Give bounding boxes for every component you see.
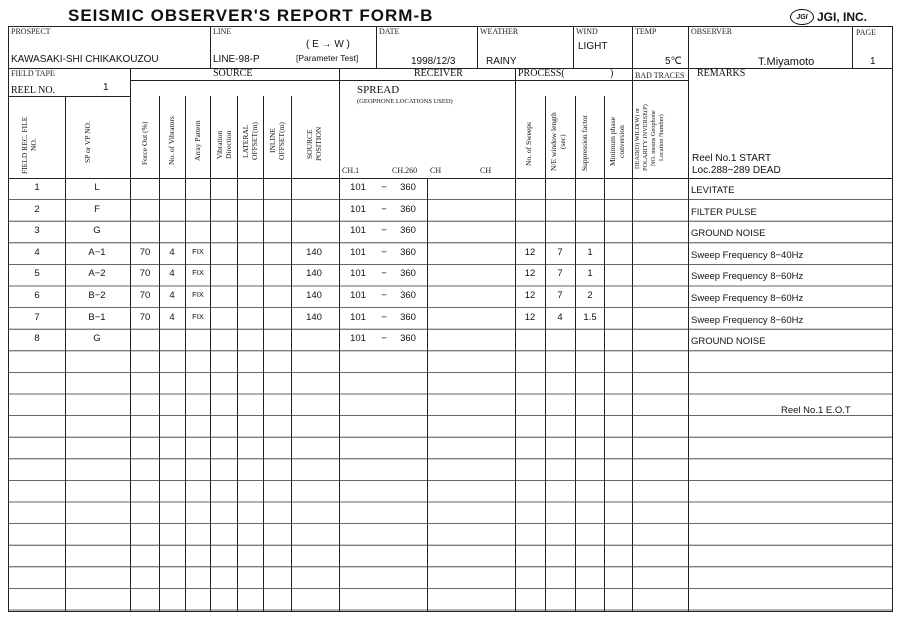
cell-remark: GROUND NOISE (691, 336, 766, 348)
date-label: DATE (379, 27, 400, 36)
col-sp-no: SP or VP NO. (83, 121, 92, 163)
line-direction: ( E → W ) (306, 39, 350, 50)
cell-ch2: 360 (400, 311, 416, 323)
prospect-value: KAWASAKI-SHI CHIKAKOUZOU (11, 54, 159, 65)
cell-supp: 1.5 (583, 311, 597, 323)
cell-remark: Sweep Frequency 8−40Hz (691, 249, 804, 261)
date-value: 1998/12/3 (411, 56, 456, 67)
cell-remark: LEVITATE (691, 185, 735, 196)
spread-sublabel: (GEOPHONE LOCATIONS USED) (357, 98, 453, 105)
cell-dash: − (381, 246, 387, 258)
observer-label: OBSERVER (691, 27, 733, 36)
cell-ne: 7 (557, 268, 563, 280)
cell-supp: 2 (587, 290, 593, 301)
process-close: ) (610, 68, 614, 79)
cell-file: 4 (34, 246, 40, 258)
cell-ne: 7 (557, 246, 563, 258)
company-logo-icon: JGI (790, 9, 814, 25)
cell-ne: 4 (557, 311, 563, 323)
cell-sp: B−1 (88, 311, 106, 323)
cell-dash: − (381, 290, 387, 301)
line-value: LINE-98-P (213, 54, 260, 65)
field-tape-label: FIELD TAPE (11, 69, 55, 78)
cell-remark: Sweep Frequency 8−60Hz (691, 293, 804, 304)
cell-sp: A−1 (88, 246, 106, 258)
ch260-label: CH.260 (392, 166, 418, 175)
cell-ch2: 360 (400, 246, 416, 258)
cell-pos: 140 (306, 311, 322, 323)
cell-vib: 4 (169, 311, 175, 323)
cell-dash: − (381, 268, 387, 280)
cell-sp: B−2 (88, 290, 106, 301)
cell-array: FIX (192, 246, 204, 256)
cell-file: 3 (34, 225, 40, 237)
cell-file: 1 (34, 182, 40, 193)
cell-force: 70 (139, 290, 151, 301)
remark-reel-start: Reel No.1 START (692, 153, 772, 164)
cell-pos: 140 (306, 246, 322, 258)
process-section: PROCESS( (518, 68, 565, 79)
cell-ch1: 101 (350, 182, 366, 193)
cell-dash: − (381, 333, 387, 345)
cell-ch2: 360 (400, 182, 416, 193)
observer-value: T.Miyamoto (758, 56, 815, 68)
col-field-rec: FIELD REC. FILE NO. (20, 116, 38, 174)
col-min-phase: Minimum phase conversion (608, 117, 626, 167)
cell-sweeps: 12 (524, 246, 536, 258)
col-bad-traces: DEAD(D) WILD(W) or POLARITY INVERSE(P) NO. means Geophone Location Number) (634, 104, 665, 172)
cell-force: 70 (139, 246, 151, 258)
cell-ne: 7 (557, 290, 563, 301)
cell-dash: − (381, 182, 387, 193)
col-sweeps: No. of Sweeps (524, 122, 533, 166)
ch-label-b: CH (480, 166, 492, 175)
cell-supp: 1 (587, 246, 593, 258)
ch-label-a: CH (430, 166, 442, 175)
bad-traces-section: BAD TRACES (635, 71, 685, 80)
reel-value: 1 (103, 82, 109, 93)
remarks-section: REMARKS (697, 68, 746, 79)
remark-eot: Reel No.1 E.O.T (781, 405, 851, 416)
cell-sweeps: 12 (524, 268, 536, 280)
reel-label: REEL NO. (11, 85, 56, 96)
col-force-out: Force Out (%) (140, 121, 149, 165)
wind-value: LIGHT (578, 41, 608, 52)
col-inline-offset: INLINE OFFSET(m) (268, 122, 286, 160)
wind-label: WIND (576, 27, 598, 36)
page-label: PAGE (856, 28, 877, 37)
col-vibrators: No. of Vibrators (167, 116, 176, 166)
cell-sp: G (93, 333, 101, 345)
weather-value: RAINY (486, 56, 517, 67)
cell-ch1: 101 (350, 268, 366, 280)
cell-remark: FILTER PULSE (691, 206, 757, 218)
cell-sp: L (94, 182, 100, 193)
col-lateral-offset: LATERAL OFFSET(m) (241, 122, 259, 160)
cell-pos: 140 (306, 268, 322, 280)
cell-ch2: 360 (400, 268, 416, 280)
cell-remark: Sweep Frequency 8−60Hz (691, 314, 804, 326)
remark-dead-locations: Loc.288−289 DEAD (692, 165, 781, 176)
cell-ch1: 101 (350, 333, 366, 345)
form-title: SEISMIC OBSERVER'S REPORT FORM-B (68, 6, 434, 25)
temp-value: 5℃ (665, 56, 682, 67)
cell-sp: A−2 (88, 268, 106, 280)
cell-ch2: 360 (400, 225, 416, 237)
cell-file: 5 (34, 268, 40, 280)
cell-file: 7 (34, 311, 40, 323)
cell-pos: 140 (306, 290, 322, 301)
cell-remark: Sweep Frequency 8−60Hz (691, 271, 804, 283)
cell-vib: 4 (169, 268, 175, 280)
cell-sweeps: 12 (524, 311, 536, 323)
company-label: JGI, INC. (817, 10, 868, 24)
cell-force: 70 (139, 311, 151, 323)
cell-array: FIX (192, 290, 204, 299)
cell-ch2: 360 (400, 203, 416, 215)
cell-ch2: 360 (400, 333, 416, 345)
cell-force: 70 (139, 268, 151, 280)
cell-ch1: 101 (350, 225, 366, 237)
cell-remark: GROUND NOISE (691, 228, 766, 240)
page-value: 1 (870, 56, 876, 67)
cell-dash: − (381, 311, 387, 323)
weather-label: WEATHER (480, 27, 519, 36)
cell-ch1: 101 (350, 246, 366, 258)
source-section: SOURCE (213, 68, 253, 79)
cell-sp: G (93, 225, 101, 237)
col-suppression: Suppression factor (580, 114, 589, 172)
cell-vib: 4 (169, 246, 175, 258)
col-vib-direction: Vibration Direction (215, 130, 233, 160)
cell-vib: 4 (169, 290, 175, 301)
cell-dash: − (381, 225, 387, 237)
cell-supp: 1 (587, 268, 593, 280)
cell-dash: − (381, 203, 387, 215)
spread-label: SPREAD (357, 84, 400, 96)
col-source-position: SOURCE POSITION (305, 126, 323, 162)
cell-file: 2 (34, 203, 40, 215)
line-test-type: [Parameter Test] (296, 53, 359, 63)
temp-label: TEMP (635, 27, 657, 36)
cell-ch1: 101 (350, 203, 366, 215)
cell-ch1: 101 (350, 290, 366, 301)
cell-sweeps: 12 (524, 290, 536, 301)
cell-ch2: 360 (400, 290, 416, 301)
prospect-label: PROSPECT (11, 27, 51, 36)
cell-file: 6 (34, 290, 40, 301)
cell-sp: F (94, 203, 100, 215)
col-ne-window: N/E window length (sec) (549, 112, 567, 172)
receiver-section: RECEIVER (414, 68, 463, 79)
col-array: Array Pattern (193, 120, 202, 162)
cell-array: FIX (192, 311, 204, 321)
ch1-label: CH.1 (342, 166, 360, 175)
cell-ch1: 101 (350, 311, 366, 323)
cell-file: 8 (34, 333, 40, 345)
cell-array: FIX (192, 268, 204, 278)
line-label: LINE (213, 27, 232, 36)
